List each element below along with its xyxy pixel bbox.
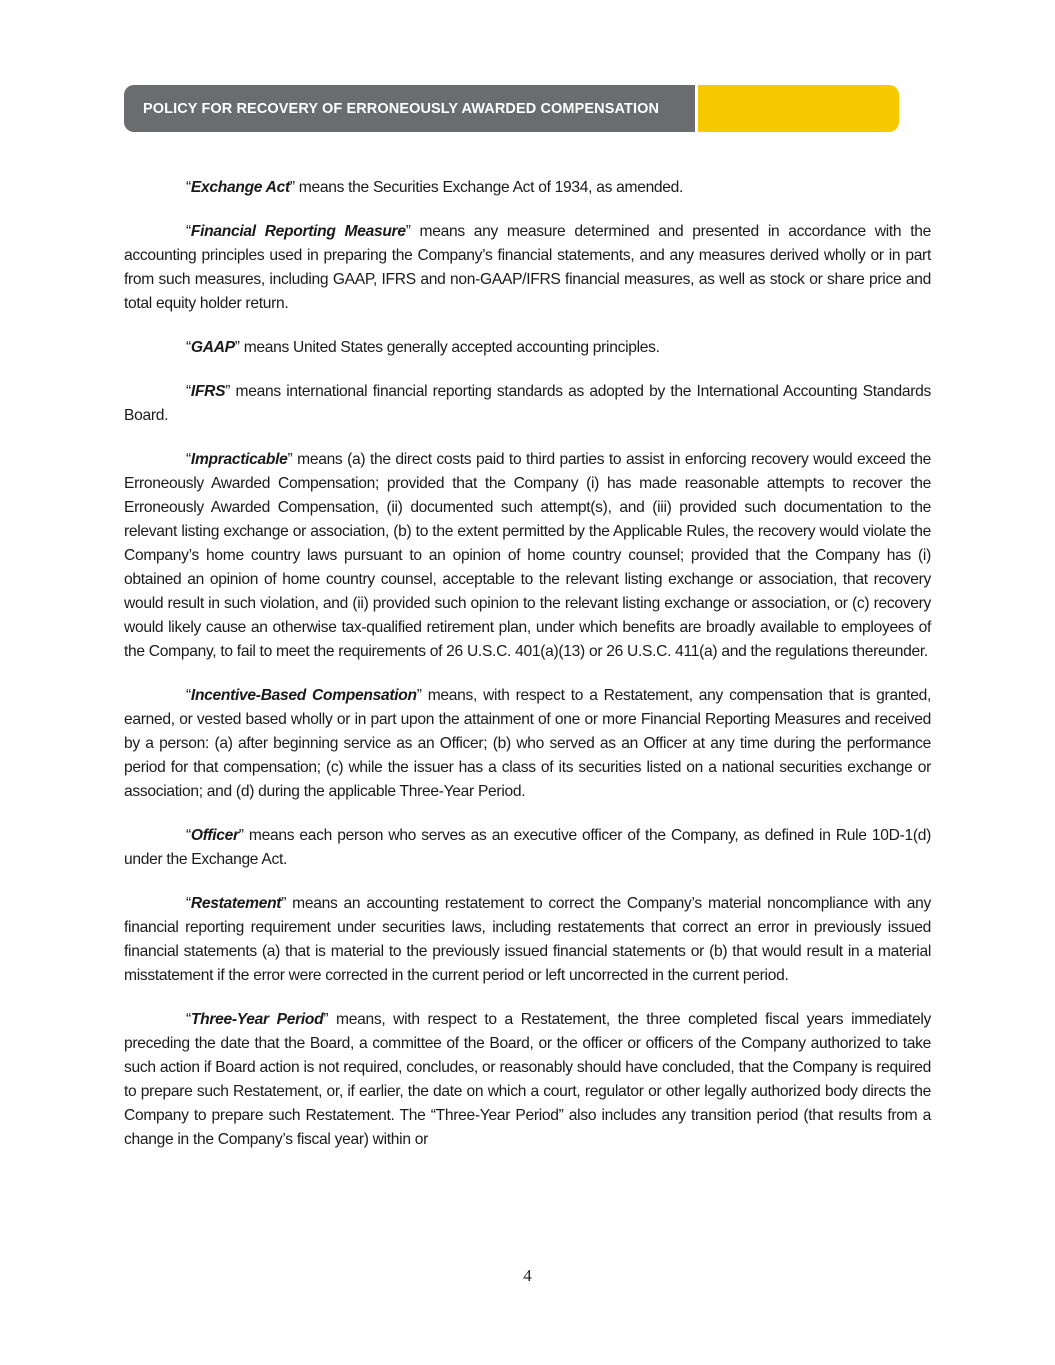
- definition-gaap: [124, 336, 931, 360]
- open-quote: “: [186, 179, 191, 196]
- definition-text: means any measure determined and presented in accordance with the accounting principles used in preparing the Company’s financial statements, and any measures derived wholly or in part from such measures, including GAAP, IFRS and non-GAAP/IFRS financial measures, as well as stock or share price and total equity holder return.: [124, 223, 931, 312]
- definition-text: means, with respect to a Restatement, the three completed fiscal years immediately preceding the date that the Board, a committee of the Board, or the officer or officers of the Company authorized to take such action if Board action is not required, concludes, or reasonably should have concluded, that the Company is required to prepare such Restatement, or, if earlier, the date on which a court, regulator or other legally authorized body directs the Company to prepare such Restatement. The “Three-Year Period” also includes any transition period (that results from a change in the Company’s fiscal year) within or: [124, 1011, 931, 1148]
- definition-text: means international financial reporting standards as adopted by the International Accounting Standards Board.: [124, 383, 931, 424]
- close-quote: ”: [323, 1011, 329, 1028]
- open-quote: “: [186, 827, 191, 844]
- defined-term: IFRS: [190, 383, 226, 400]
- header-title-panel: [124, 85, 695, 132]
- definitions-body: [124, 176, 931, 1172]
- open-quote: “: [186, 339, 191, 356]
- defined-term: Exchange Act: [190, 179, 290, 196]
- definition-text: means, with respect to a Restatement, any compensation that is granted, earned, or vested based wholly or in part upon the attainment of one or more Financial Reporting Measures and received by a person: (a) after beginning service as an Officer; (b) who served as an Officer at any time during the performance period for that compensation; (c) while the issuer has a class of its securities listed on a national securities exchange or association; and (d) during the applicable Three-Year Period.: [124, 687, 931, 800]
- definition-ifrs: [124, 380, 931, 428]
- definition-three-year-period: [124, 1008, 931, 1152]
- open-quote: “: [186, 223, 191, 240]
- definition-exchange-act: [124, 176, 931, 200]
- page-number: 4: [523, 1266, 532, 1285]
- close-quote: ”: [287, 451, 293, 468]
- open-quote: “: [186, 451, 191, 468]
- close-quote: ”: [281, 895, 287, 912]
- definition-text: means (a) the direct costs paid to third parties to assist in enforcing recovery would exceed the Erroneously Awarded Compensation; provided that the Company (i) has made reasonable attempts to recover the Erroneously Awarded Compensation, (ii) documented such attempt(s), and (iii) provided such documentation to the relevant listing exchange or association, (b) to the extent permitted by the Applicable Rules, the recovery would violate the Company’s home country laws pursuant to an opinion of home country counsel; provided that the Company has (i) obtained an opinion of home country counsel, acceptable to the relevant listing exchange or association, that recovery would result in such violation, and (ii) provided such opinion to the relevant listing exchange or association, or (c) recovery would likely cause an otherwise tax-qualified retirement plan, under which benefits are broadly available to employees of the Company, to fail to meet the requirements of 26 U.S.C. 401(a)(13) or 26 U.S.C. 411(a) and the regulations thereunder.: [124, 451, 931, 660]
- defined-term: Financial Reporting Measure: [190, 223, 406, 240]
- document-header-bar: [124, 85, 899, 132]
- close-quote: ”: [289, 179, 295, 196]
- close-quote: ”: [225, 383, 231, 400]
- definition-text: means each person who serves as an executive officer of the Company, as defined in Rule 10D-1(d) under the Exchange Act.: [124, 827, 931, 868]
- close-quote: ”: [416, 687, 422, 704]
- defined-term: Restatement: [190, 895, 282, 912]
- definition-text: means an accounting restatement to correct the Company’s material noncompliance with any financial reporting requirement under securities laws, including restatements that correct an error in previously issued financial statements (a) that is material to the previously issued financial statements or (b) that would result in a material misstatement if the error were corrected in the current period or left uncorrected in the current period.: [124, 895, 931, 984]
- definition-text: means the Securities Exchange Act of 1934, as amended.: [294, 179, 684, 196]
- definition-impracticable: [124, 448, 931, 664]
- header-accent-block: [698, 85, 899, 132]
- close-quote: ”: [234, 339, 240, 356]
- definition-restatement: [124, 892, 931, 988]
- defined-term: Three-Year Period: [190, 1011, 324, 1028]
- definition-text: means United States generally accepted accounting principles.: [239, 339, 660, 356]
- document-title: POLICY FOR RECOVERY OF ERRONEOUSLY AWARDED COMPENSATION: [143, 100, 660, 117]
- open-quote: “: [186, 1011, 191, 1028]
- defined-term: Incentive-Based Compensation: [190, 687, 417, 704]
- open-quote: “: [186, 895, 191, 912]
- close-quote: ”: [238, 827, 244, 844]
- definition-financial-reporting-measure: [124, 220, 931, 316]
- definition-incentive-based-compensation: [124, 684, 931, 804]
- defined-term: Impracticable: [190, 451, 288, 468]
- defined-term: GAAP: [190, 339, 235, 356]
- open-quote: “: [186, 383, 191, 400]
- definition-officer: [124, 824, 931, 872]
- defined-term: Officer: [190, 827, 239, 844]
- close-quote: ”: [405, 223, 411, 240]
- open-quote: “: [186, 687, 191, 704]
